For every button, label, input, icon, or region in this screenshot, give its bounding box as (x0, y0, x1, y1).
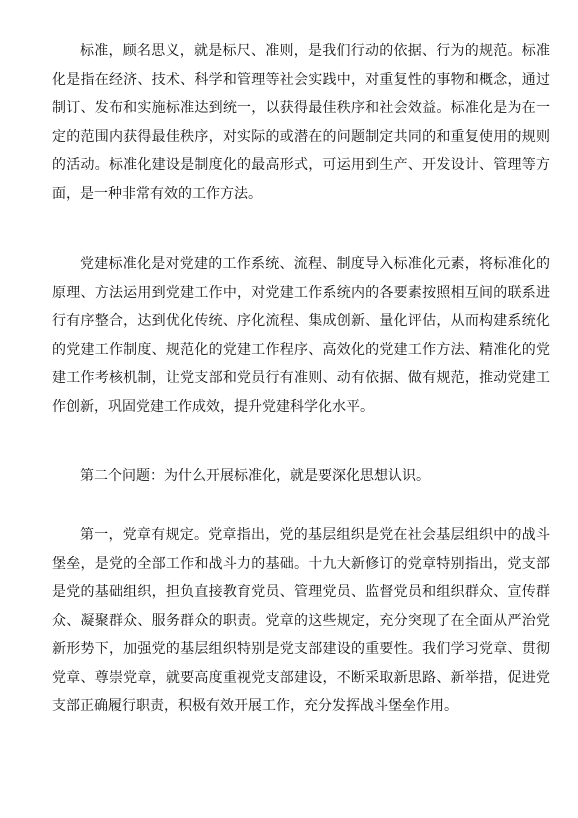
paragraph-party-building-standardization: 党建标准化是对党建的工作系统、流程、制度导入标准化元素，将标准化的原理、方法运用到党建工作中，对党建工作系统内的各要素按照相互间的联系进行有序整合，达到优化传统、序化流程、集成创新、量化评估，从而构建系统化的党建工作制度、规范化的党建工作程序、高效化的党建工作方法、精准化的党建工作考核机制，让党支部和党员行有准则、动有依据、做有规范，推动党建工作创新，巩固党建工作成效，提升党建科学化水平。 (52, 256, 550, 415)
section-heading-question-two: 第二个问题：为什么开展标准化，就是要深化思想认识。 (80, 468, 430, 484)
paragraph-party-constitution: 第一，党章有规定。党章指出，党的基层组织是党在社会基层组织中的战斗堡垒，是党的全部工作和战斗力的基础。十九大新修订的党章特别指出，党支部是党的基础组织，担负直接教育党员、管理党员、监督党员和组织群众、宣传群众、凝聚群众、服务群众的职责。党章的这些规定，充分突现了在全面从严治党新形势下，加强党的基层组织特别是党支部建设的重要性。我们学习党章、贯彻党章、尊崇党章，就要高度重视党支部建设，不断采取新思路、新举措，促进党支部正确履行职责，积极有效开展工作，充分发挥战斗堡垒作用。 (52, 527, 550, 714)
paragraph-standard-definition: 标准，顾名思义，就是标尺、准则，是我们行动的依据、行为的规范。标准化是指在经济、技术、科学和管理等社会实践中，对重复性的事物和概念，通过制订、发布和实施标准达到统一，以获得最佳秩序和社会效益。标准化是为在一定的范围内获得最佳秩序，对实际的或潜在的问题制定共同的和重复使用的规则的活动。标准化建设是制度化的最高形式，可运用到生产、开发设计、管理等方面，是一种非常有效的工作方法。 (52, 43, 550, 202)
